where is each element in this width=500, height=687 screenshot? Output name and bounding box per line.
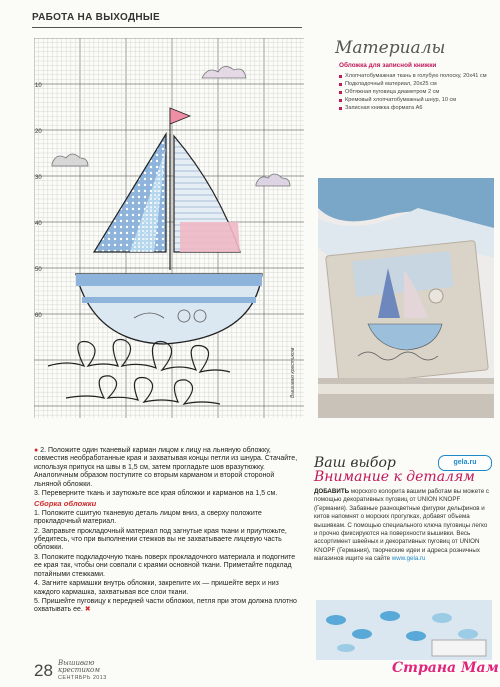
materials-subtitle: Обложка для записной книжки: [339, 62, 437, 69]
magazine-line-2: крестиком: [58, 666, 101, 674]
instructions-column: [34, 447, 302, 616]
instruction-step: [34, 598, 302, 615]
magazine-name: [58, 660, 100, 674]
sidebar-text: [314, 488, 492, 564]
sidebar-subtitle: Внимание к деталям: [314, 469, 475, 485]
materials-title: Материалы: [335, 38, 446, 58]
axis-label: 10: [35, 83, 42, 89]
bullet-icon: ●: [34, 447, 39, 454]
end-mark-icon: ✖: [84, 606, 91, 614]
issue-date: СЕНТЯБРЬ 2013: [58, 675, 107, 681]
chart-svg: [34, 38, 304, 418]
gela-logo: gela.ru: [438, 455, 492, 471]
magazine-line-1: Вышиваю: [58, 659, 95, 667]
instruction-text: 2. Положите один тканевый карман лицом к лицу на льняную обложку, совместив необработанные края и захватывая концы петли из шнура. Стачайте, используя припуск на швы в 1,5 см, затем прогладьте шов вразутюжку. Аналогичным образом поступите со вторым карманом и второй стороной льняной обложки.: [34, 447, 298, 488]
sidebar-lead: ДОБАВИТЬ: [314, 488, 350, 495]
notebook-photo: [318, 178, 494, 418]
boat-hull: [76, 274, 262, 344]
chart-signature: Вышиваю крестиком: [290, 347, 296, 398]
sidebar-link[interactable]: www.gela.ru: [391, 555, 426, 563]
materials-item: Обтяжная пуговица диаметром 2 см: [339, 88, 487, 96]
axis-label: 20: [35, 129, 42, 135]
section-title: РАБОТА НА ВЫХОДНЫЕ: [32, 12, 160, 23]
axis-label: 60: [35, 313, 42, 319]
cloud-left: [52, 154, 88, 166]
buttons-photo: [316, 600, 492, 660]
cloud-top-right: [202, 66, 246, 78]
materials-box: [317, 38, 487, 178]
materials-item: Кремовый хлопчатобумажный шнур, 10 см: [339, 96, 487, 104]
materials-list: [317, 72, 487, 112]
axis-label: 30: [35, 175, 42, 181]
sidebar-brand: Ваш выбор: [314, 455, 396, 471]
title-rule: [32, 27, 302, 28]
materials-item: Подкладочный материал, 20x25 см: [339, 80, 487, 88]
materials-item: Записная книжка формата А6: [339, 104, 487, 112]
section-heading: Сборка обложки: [34, 499, 97, 509]
watermark: Страна Мам: [392, 660, 499, 676]
cross-stitch-chart: [34, 38, 304, 418]
sidebar-box: [314, 455, 492, 564]
instruction-step: [34, 447, 302, 489]
page-number: 28: [34, 661, 53, 680]
axis-label: 50: [35, 267, 42, 273]
axis-label: 40: [35, 221, 42, 227]
instruction-step: 1. Положите сшитую тканевую деталь лицом вниз, а сверху положите прокладочный материал.: [34, 509, 262, 526]
instruction-step: 2. Заправьте прокладочный материал под загнутые края ткани и приутюжьте, убедитесь, что при выполнении стежков вы не захватываете лицевую часть обложки.: [34, 527, 287, 552]
instruction-text: 5. Пришейте пуговицу к передней части обложки, петля при этом должна плотно охватывать ее.: [34, 597, 297, 614]
instruction-step: 3. Положите подкладочную ткань поверх прокладочного материала и подогните ее края так, чтобы они совпали с краями основной ткани. Приметайте подклад потайными стежками.: [34, 553, 296, 578]
sidebar-body: морского колорита вашим работам вы можете с помощью декоративных пуговиц от UNION KNOPF (Германия). Забавные разноцветные фигурки дельфинов и китов напомнят о морских прогулках, добавят объема вышивкам. С помощью специального ключа пуговицы легко и прочно фиксируются на поверхности вышивки. Весь ассортимент швейных и декоративных пуговиц от UNION KNOPF (Германия), творческие идеи и адреса розничных магазинов ищите на сайте: [314, 488, 489, 563]
instruction-step: 4. Загните кармашки внутрь обложки, закрепите их — пришейте верх и низ каждого кармашка, захватывая все слои ткани.: [34, 580, 279, 596]
materials-item: Хлопчатобумажная ткань в голубую полоску, 20x41 см: [339, 72, 487, 80]
instruction-step: 3. Переверните ткань и заутюжьте все края обложки и карманов на 1,5 см.: [34, 490, 278, 498]
